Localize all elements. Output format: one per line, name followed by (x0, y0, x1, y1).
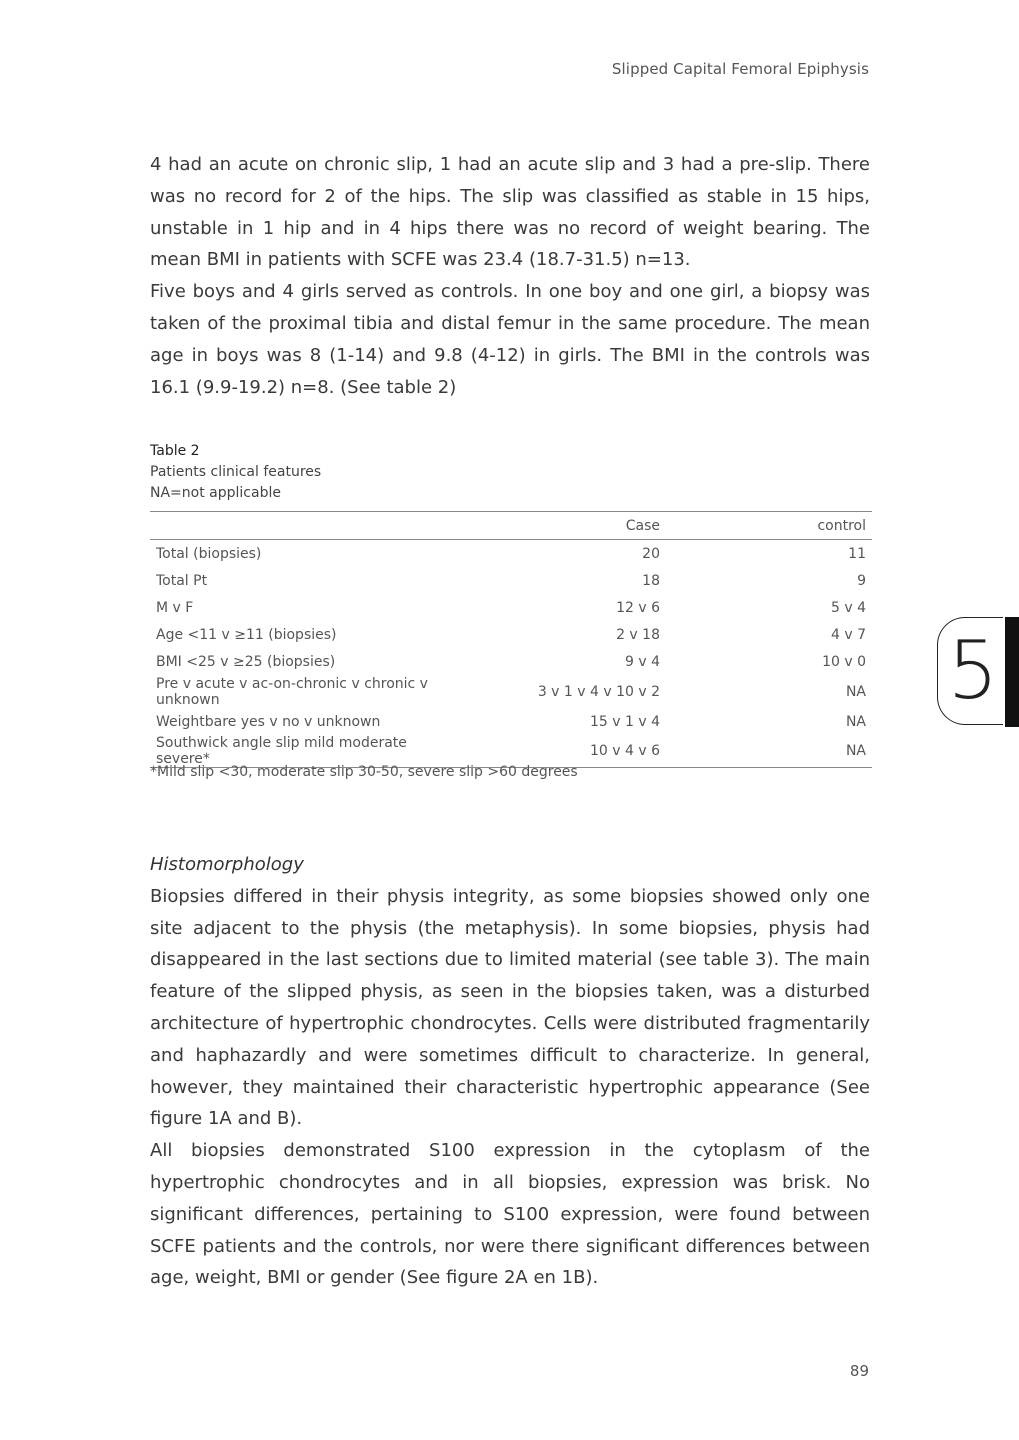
running-header: Slipped Capital Femoral Epiphysis (611, 60, 869, 78)
intro-paragraph-1: 4 had an acute on chronic slip, 1 had an acute slip and 3 had a pre-slip. There was no record for 2 of the hips. The slip was classified as stable in 15 hips, unstable in 1 hip and in 4 hips there was no record of weight bearing. The mean BMI in patients with SCFE was 23.4 (18.7-31.5) n=13. (150, 154, 870, 271)
row-label: Total Pt (156, 572, 208, 589)
histomorphology-paragraph-2: All biopsies demonstrated S100 expression in the cytoplasm of the hypertrophic chondrocytes and in all biopsies, expression was brisk. No significant differences, pertaining to S100 expression, were found between SCFE patients and the controls, nor were there significant differences between age, weight, BMI or gender (See figure 2A en 1B). (150, 1140, 870, 1289)
row-control-value: 5 v 4 (831, 599, 866, 616)
row-case-value: 3 v 1 v 4 v 10 v 2 (537, 683, 660, 700)
clinical-features-table (150, 511, 872, 768)
table-row (150, 676, 872, 708)
chapter-tab-bar (1005, 617, 1019, 727)
clinical-features-table-wrap (150, 511, 872, 768)
intro-section (150, 149, 870, 403)
row-label: Southwick angle slip mild moderate severe* (150, 735, 454, 768)
table-subtitle: Patients clinical features (150, 464, 322, 480)
row-label: M v F (156, 599, 194, 616)
table-note: NA=not applicable (150, 485, 281, 501)
table-footnote: *Mild slip <30, moderate slip 30-50, severe slip >60 degrees (150, 764, 578, 780)
row-case-value: 18 (642, 572, 660, 589)
chapter-tab (937, 617, 1019, 727)
table-header-case: Case (454, 512, 780, 540)
table-row (150, 622, 872, 649)
row-control-value: NA (845, 683, 866, 700)
table-row (150, 567, 872, 594)
intro-paragraph-2: Five boys and 4 girls served as controls. In one boy and one girl, a biopsy was taken of the proximal tibia and distal femur in the same procedure. The mean age in boys was 8 (1-14) and 9.8 (4-12) in girls. The BMI in the controls was 16.1 (9.9-19.2) n=8. (See table 2) (150, 281, 870, 398)
row-case-value: 9 v 4 (625, 654, 660, 671)
table-title: Table 2 (150, 443, 200, 459)
row-case-value: 12 v 6 (616, 599, 660, 616)
table-row (150, 649, 872, 676)
table-header-row (150, 512, 872, 540)
row-case-value: 15 v 1 v 4 (590, 713, 660, 730)
row-case-value: 2 v 18 (616, 627, 660, 644)
row-control-value: 9 (857, 572, 866, 589)
row-control-value: 4 v 7 (831, 627, 866, 644)
row-control-value: 10 v 0 (822, 654, 866, 671)
chapter-number: 5 (947, 624, 999, 717)
row-label: Pre v acute v ac-on-chronic v chronic v unknown (156, 675, 428, 708)
row-label: Total (biopsies) (156, 545, 262, 562)
row-case-value: 20 (642, 545, 660, 562)
row-label: Age <11 v ≥11 (biopsies) (156, 627, 337, 644)
table-row (150, 735, 872, 768)
row-label: BMI <25 v ≥25 (biopsies) (156, 654, 336, 671)
page-number: 89 (849, 1362, 869, 1380)
section-heading: Histomorphology (150, 854, 304, 875)
row-control-value: 11 (848, 545, 866, 562)
row-case-value: 10 v 4 v 6 (454, 735, 780, 768)
row-control-value: NA (845, 713, 866, 730)
table-caption (150, 441, 870, 504)
row-control-value: NA (780, 735, 872, 768)
table-row (150, 708, 872, 735)
table-row (150, 594, 872, 621)
row-label: Weightbare yes v no v unknown (156, 713, 381, 730)
table-row (150, 540, 872, 568)
table-header-label (150, 512, 454, 540)
table-header-control: control (780, 512, 872, 540)
histomorphology-paragraph-1: Biopsies differed in their physis integrity, as some biopsies showed only one site adjacent to the physis (the metaphysis). In some biopsies, physis had disappeared in the last sections due to limited material (see table 3). The main feature of the slipped physis, as seen in the biopsies taken, was a disturbed architecture of hypertrophic chondrocytes. Cells were distributed fragmentarily and haphazardly and were sometimes difficult to characterize. In general, however, they maintained their characteristic hypertrophic appearance (See figure 1A and B). (150, 885, 870, 1130)
histomorphology-section (150, 849, 870, 1294)
